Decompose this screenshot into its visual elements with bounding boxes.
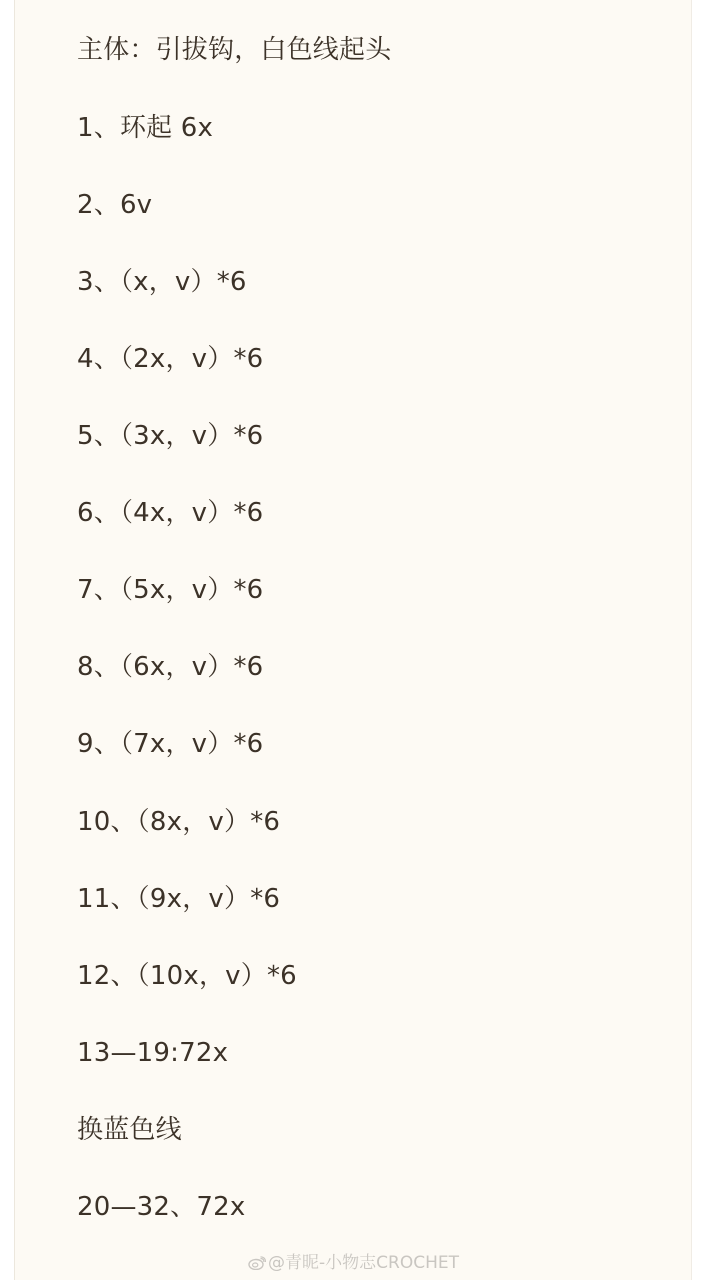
pattern-row-8: 8、（6x，v）*6 [77,652,264,682]
pattern-row-4: 4、（2x，v）*6 [77,344,264,374]
document-page [14,0,693,1280]
pattern-row-11: 11、（9x，v）*6 [77,884,281,914]
page-edge [691,0,708,1280]
watermark [248,1251,459,1275]
pattern-rows-20-32: 20—32、72x [77,1192,246,1222]
pattern-row-10: 10、（8x，v）*6 [77,807,281,837]
pattern-row-12: 12、（10x，v）*6 [77,961,297,991]
pattern-row-5: 5、（3x，v）*6 [77,421,264,451]
pattern-row-1: 1、环起 6x [77,113,214,143]
pattern-row-7: 7、（5x，v）*6 [77,575,264,605]
pattern-rows-13-19: 13—19:72x [77,1038,229,1068]
weibo-icon [248,1253,266,1267]
pattern-heading: 主体：引拔钩，白色线起头 [77,35,392,65]
color-change-note: 换蓝色线 [77,1115,182,1145]
pattern-row-2: 2、6v [77,190,153,220]
pattern-row-9: 9、（7x，v）*6 [77,729,264,759]
pattern-row-3: 3、（x，v）*6 [77,267,247,297]
pattern-row-6: 6、（4x，v）*6 [77,498,264,528]
watermark-text: @青昵-小物志CROCHET [268,1253,459,1273]
